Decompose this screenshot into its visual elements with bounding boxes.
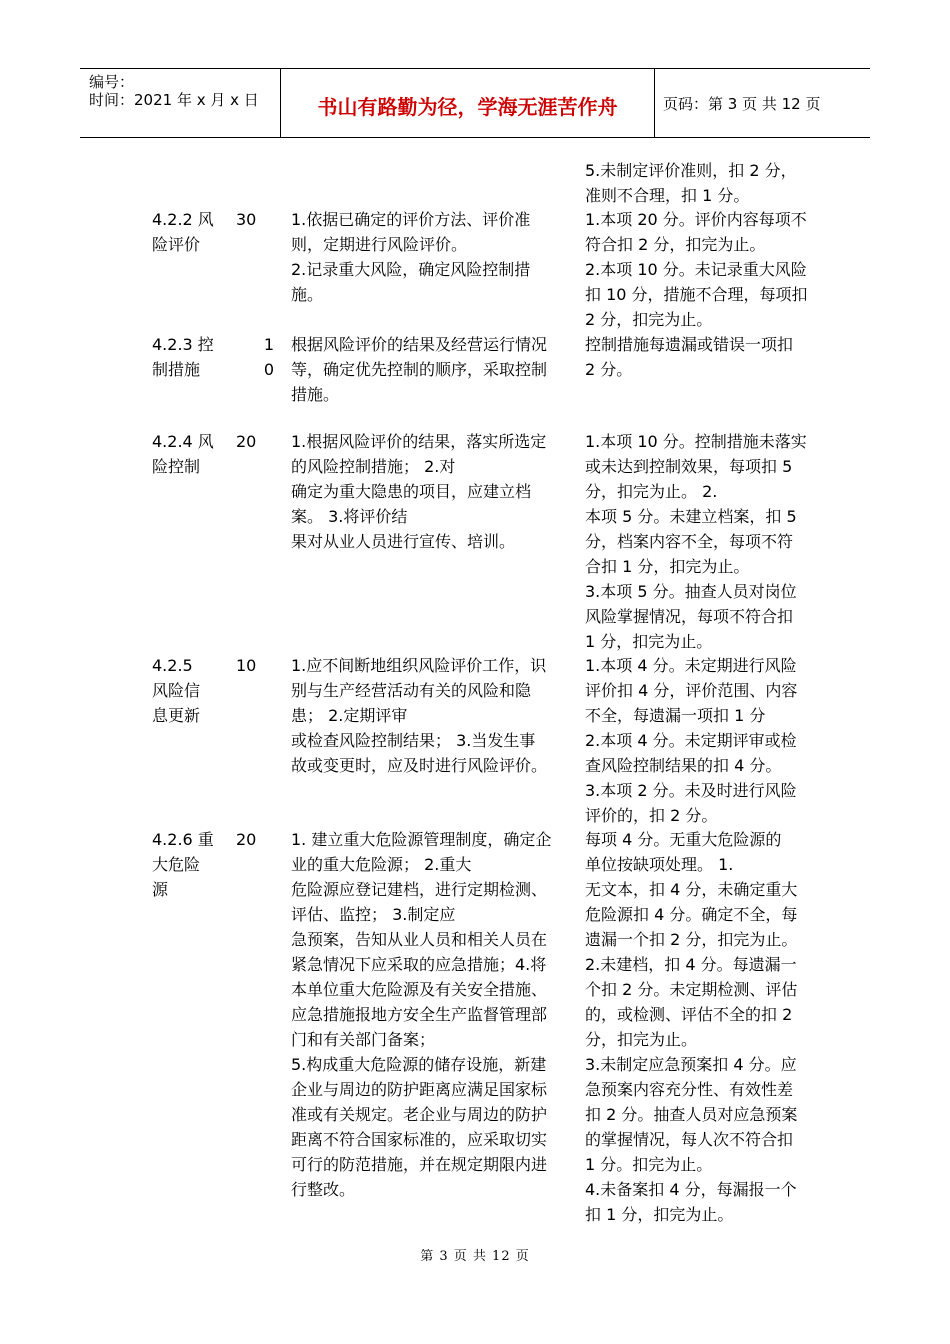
text-line: 的，或检测、评估不全的扣 2 bbox=[585, 1005, 793, 1024]
text-line: 5.构成重大危险源的储存设施，新建 bbox=[291, 1055, 547, 1074]
text-line: 患； 2.定期评审 bbox=[291, 706, 408, 725]
text-line: 个扣 2 分。未定期检测、评估 bbox=[585, 980, 798, 999]
text-line: 20 bbox=[236, 432, 257, 451]
text-line: 企业与周边的防护距离应满足国家标 bbox=[291, 1080, 548, 1099]
row-score bbox=[236, 207, 276, 232]
header-motto: 书山有路勤为径，学海无涯苦作舟 bbox=[317, 95, 618, 119]
text-line: 10 bbox=[236, 656, 257, 675]
text-line: 遗漏一个扣 2 分，扣完为止。 bbox=[585, 930, 798, 949]
text-line: 分，档案内容不全，每项不符 bbox=[585, 532, 794, 551]
row-score bbox=[236, 827, 276, 852]
row-content bbox=[291, 827, 576, 1202]
text-line: 的风险控制措施； 2.对 bbox=[291, 457, 456, 476]
text-line: 危险源扣 4 分。确定不全，每 bbox=[585, 905, 798, 924]
text-line: 紧急情况下应采取的应急措施；4.将 bbox=[291, 955, 547, 974]
text-line: 2.本项 4 分。未定期评审或检 bbox=[585, 731, 797, 750]
text-line: 2.未建档，扣 4 分。每遗漏一 bbox=[585, 955, 797, 974]
text-line: 符合扣 2 分，扣完为止。 bbox=[585, 235, 766, 254]
text-line: 风险信 bbox=[152, 681, 201, 700]
text-line: 或检查风险控制结果； 3.当发生事 bbox=[291, 731, 536, 750]
standard-carryover bbox=[585, 158, 825, 208]
text-line: 根据风险评价的结果及经营运行情况 bbox=[291, 335, 548, 354]
text-line: 业的重大危险源； 2.重大 bbox=[291, 855, 472, 874]
text-line: 1 bbox=[263, 335, 274, 354]
row-content bbox=[291, 207, 576, 307]
text-line: 评价扣 4 分，评价范围、内容 bbox=[585, 681, 798, 700]
text-line: 措施。 bbox=[291, 385, 340, 404]
text-line: 2 分，扣完为止。 bbox=[585, 310, 713, 329]
text-line: 险控制 bbox=[152, 457, 201, 476]
text-line: 0 bbox=[263, 360, 274, 379]
text-line: 1.本项 20 分。评价内容每项不 bbox=[585, 210, 807, 229]
text-line: 扣 2 分。抽查人员对应急预案 bbox=[585, 1105, 798, 1124]
text-line: 制措施 bbox=[152, 360, 201, 379]
text-line: 4.2.3 控 bbox=[152, 335, 214, 354]
text-line: 案。 3.将评价结 bbox=[291, 507, 408, 526]
text-line: 危险源应登记建档，进行定期检测、 bbox=[291, 880, 548, 899]
row-score bbox=[236, 653, 276, 678]
text-line: 3.未制定应急预案扣 4 分。应 bbox=[585, 1055, 797, 1074]
text-line: 扣 1 分，扣完为止。 bbox=[585, 1205, 734, 1224]
text-line: 1. 建立重大危险源管理制度，确定企 bbox=[291, 830, 552, 849]
row-standard bbox=[585, 332, 825, 382]
text-line: 风险掌握情况，每项不符合扣 bbox=[585, 607, 794, 626]
text-line: 急预案内容充分性、有效性差 bbox=[585, 1080, 794, 1099]
text-line: 5.未制定评价准则，扣 2 分， bbox=[585, 161, 797, 180]
row-content bbox=[291, 653, 576, 778]
row-item bbox=[152, 207, 232, 257]
header-page-cell bbox=[655, 69, 870, 137]
text-line: 扣 10 分，措施不合理，每项扣 bbox=[585, 285, 808, 304]
text-line: 合扣 1 分，扣完为止。 bbox=[585, 557, 750, 576]
text-line: 分，扣完为止。 2. bbox=[585, 482, 718, 501]
text-line: 2.记录重大风险，确定风险控制措 bbox=[291, 260, 531, 279]
text-line: 故或变更时，应及时进行风险评价。 bbox=[291, 756, 548, 775]
text-line: 准或有关规定。老企业与周边的防护 bbox=[291, 1105, 548, 1124]
text-line: 距离不符合国家标准的，应采取切实 bbox=[291, 1130, 548, 1149]
text-line: 4.2.5 bbox=[152, 656, 193, 675]
text-line: 1.本项 4 分。未定期进行风险 bbox=[585, 656, 797, 675]
text-line: 应急措施报地方安全生产监督管理部 bbox=[291, 1005, 548, 1024]
text-line: 每项 4 分。无重大危险源的 bbox=[585, 830, 782, 849]
text-line: 本项 5 分。未建立档案，扣 5 bbox=[585, 507, 797, 526]
text-line: 4.2.2 风 bbox=[152, 210, 214, 229]
page-footer: 第 3 页 共 12 页 bbox=[420, 1249, 530, 1264]
text-line: 评估、监控； 3.制定应 bbox=[291, 905, 456, 924]
text-line: 或未达到控制效果，每项扣 5 bbox=[585, 457, 793, 476]
document-date: 时间：2021 年 x 月 x 日 bbox=[89, 91, 259, 109]
text-line: 别与生产经营活动有关的风险和隐 bbox=[291, 681, 532, 700]
text-line: 险评价 bbox=[152, 235, 201, 254]
text-line: 施。 bbox=[291, 285, 324, 304]
text-line: 单位按缺项处理。 1. bbox=[585, 855, 734, 874]
text-line: 1.依据已确定的评价方法、评价准 bbox=[291, 210, 531, 229]
row-standard bbox=[585, 207, 825, 332]
text-line: 不全，每遗漏一项扣 1 分 bbox=[585, 706, 766, 725]
text-line: 门和有关部门备案； bbox=[291, 1030, 436, 1049]
text-line: 1.本项 10 分。控制措施未落实 bbox=[585, 432, 807, 451]
row-score bbox=[236, 429, 276, 454]
text-line: 分，扣完为止。 bbox=[585, 1030, 698, 1049]
text-line: 准则不合理，扣 1 分。 bbox=[585, 186, 750, 205]
text-line: 果对从业人员进行宣传、培训。 bbox=[291, 532, 516, 551]
text-line: 1.根据风险评价的结果，落实所选定 bbox=[291, 432, 547, 451]
row-content bbox=[291, 429, 576, 554]
row-standard bbox=[585, 429, 825, 654]
text-line: 2 分。 bbox=[585, 360, 633, 379]
header-motto-cell bbox=[281, 69, 655, 137]
text-line: 20 bbox=[236, 830, 257, 849]
text-line: 无文本，扣 4 分，未确定重大 bbox=[585, 880, 798, 899]
text-line: 行整改。 bbox=[291, 1180, 356, 1199]
text-line: 2.本项 10 分。未记录重大风险 bbox=[585, 260, 807, 279]
text-line: 可行的防范措施，并在规定期限内进 bbox=[291, 1155, 548, 1174]
row-item bbox=[152, 827, 232, 902]
text-line: 本单位重大危险源及有关安全措施、 bbox=[291, 980, 548, 999]
text-line: 的掌握情况，每人次不符合扣 bbox=[585, 1130, 794, 1149]
page-header bbox=[80, 68, 870, 138]
text-line: 急预案，告知从业人员和相关人员在 bbox=[291, 930, 548, 949]
text-line: 控制措施每遗漏或错误一项扣 bbox=[585, 335, 794, 354]
header-page-info: 页码：第 3 页 共 12 页 bbox=[663, 95, 821, 113]
text-line: 4.2.6 重 bbox=[152, 830, 214, 849]
row-standard bbox=[585, 827, 825, 1227]
text-line: 源 bbox=[152, 880, 169, 899]
text-line: 3.本项 5 分。抽查人员对岗位 bbox=[585, 582, 797, 601]
text-line: 1 分，扣完为止。 bbox=[585, 632, 713, 651]
text-line: 大危险 bbox=[152, 855, 201, 874]
text-line: 3.本项 2 分。未及时进行风险 bbox=[585, 781, 797, 800]
row-content bbox=[291, 332, 576, 407]
text-line: 查风险控制结果的扣 4 分。 bbox=[585, 756, 782, 775]
text-line: 30 bbox=[236, 210, 257, 229]
text-line: 确定为重大隐患的项目，应建立档 bbox=[291, 482, 532, 501]
text-line: 评价的，扣 2 分。 bbox=[585, 806, 718, 825]
row-item bbox=[152, 653, 232, 728]
text-line: 则，定期进行风险评价。 bbox=[291, 235, 468, 254]
text-line: 4.未备案扣 4 分，每漏报一个 bbox=[585, 1180, 797, 1199]
text-line: 息更新 bbox=[152, 706, 201, 725]
row-standard bbox=[585, 653, 825, 828]
document-serial-label: 编号： bbox=[89, 73, 135, 91]
text-line: 等，确定优先控制的顺序，采取控制 bbox=[291, 360, 548, 379]
row-item bbox=[152, 429, 232, 479]
text-line: 1 分。扣完为止。 bbox=[585, 1155, 713, 1174]
row-item bbox=[152, 332, 232, 382]
header-meta-cell bbox=[80, 69, 281, 137]
row-score bbox=[236, 332, 274, 382]
text-line: 4.2.4 风 bbox=[152, 432, 214, 451]
text-line: 1.应不间断地组织风险评价工作，识 bbox=[291, 656, 547, 675]
